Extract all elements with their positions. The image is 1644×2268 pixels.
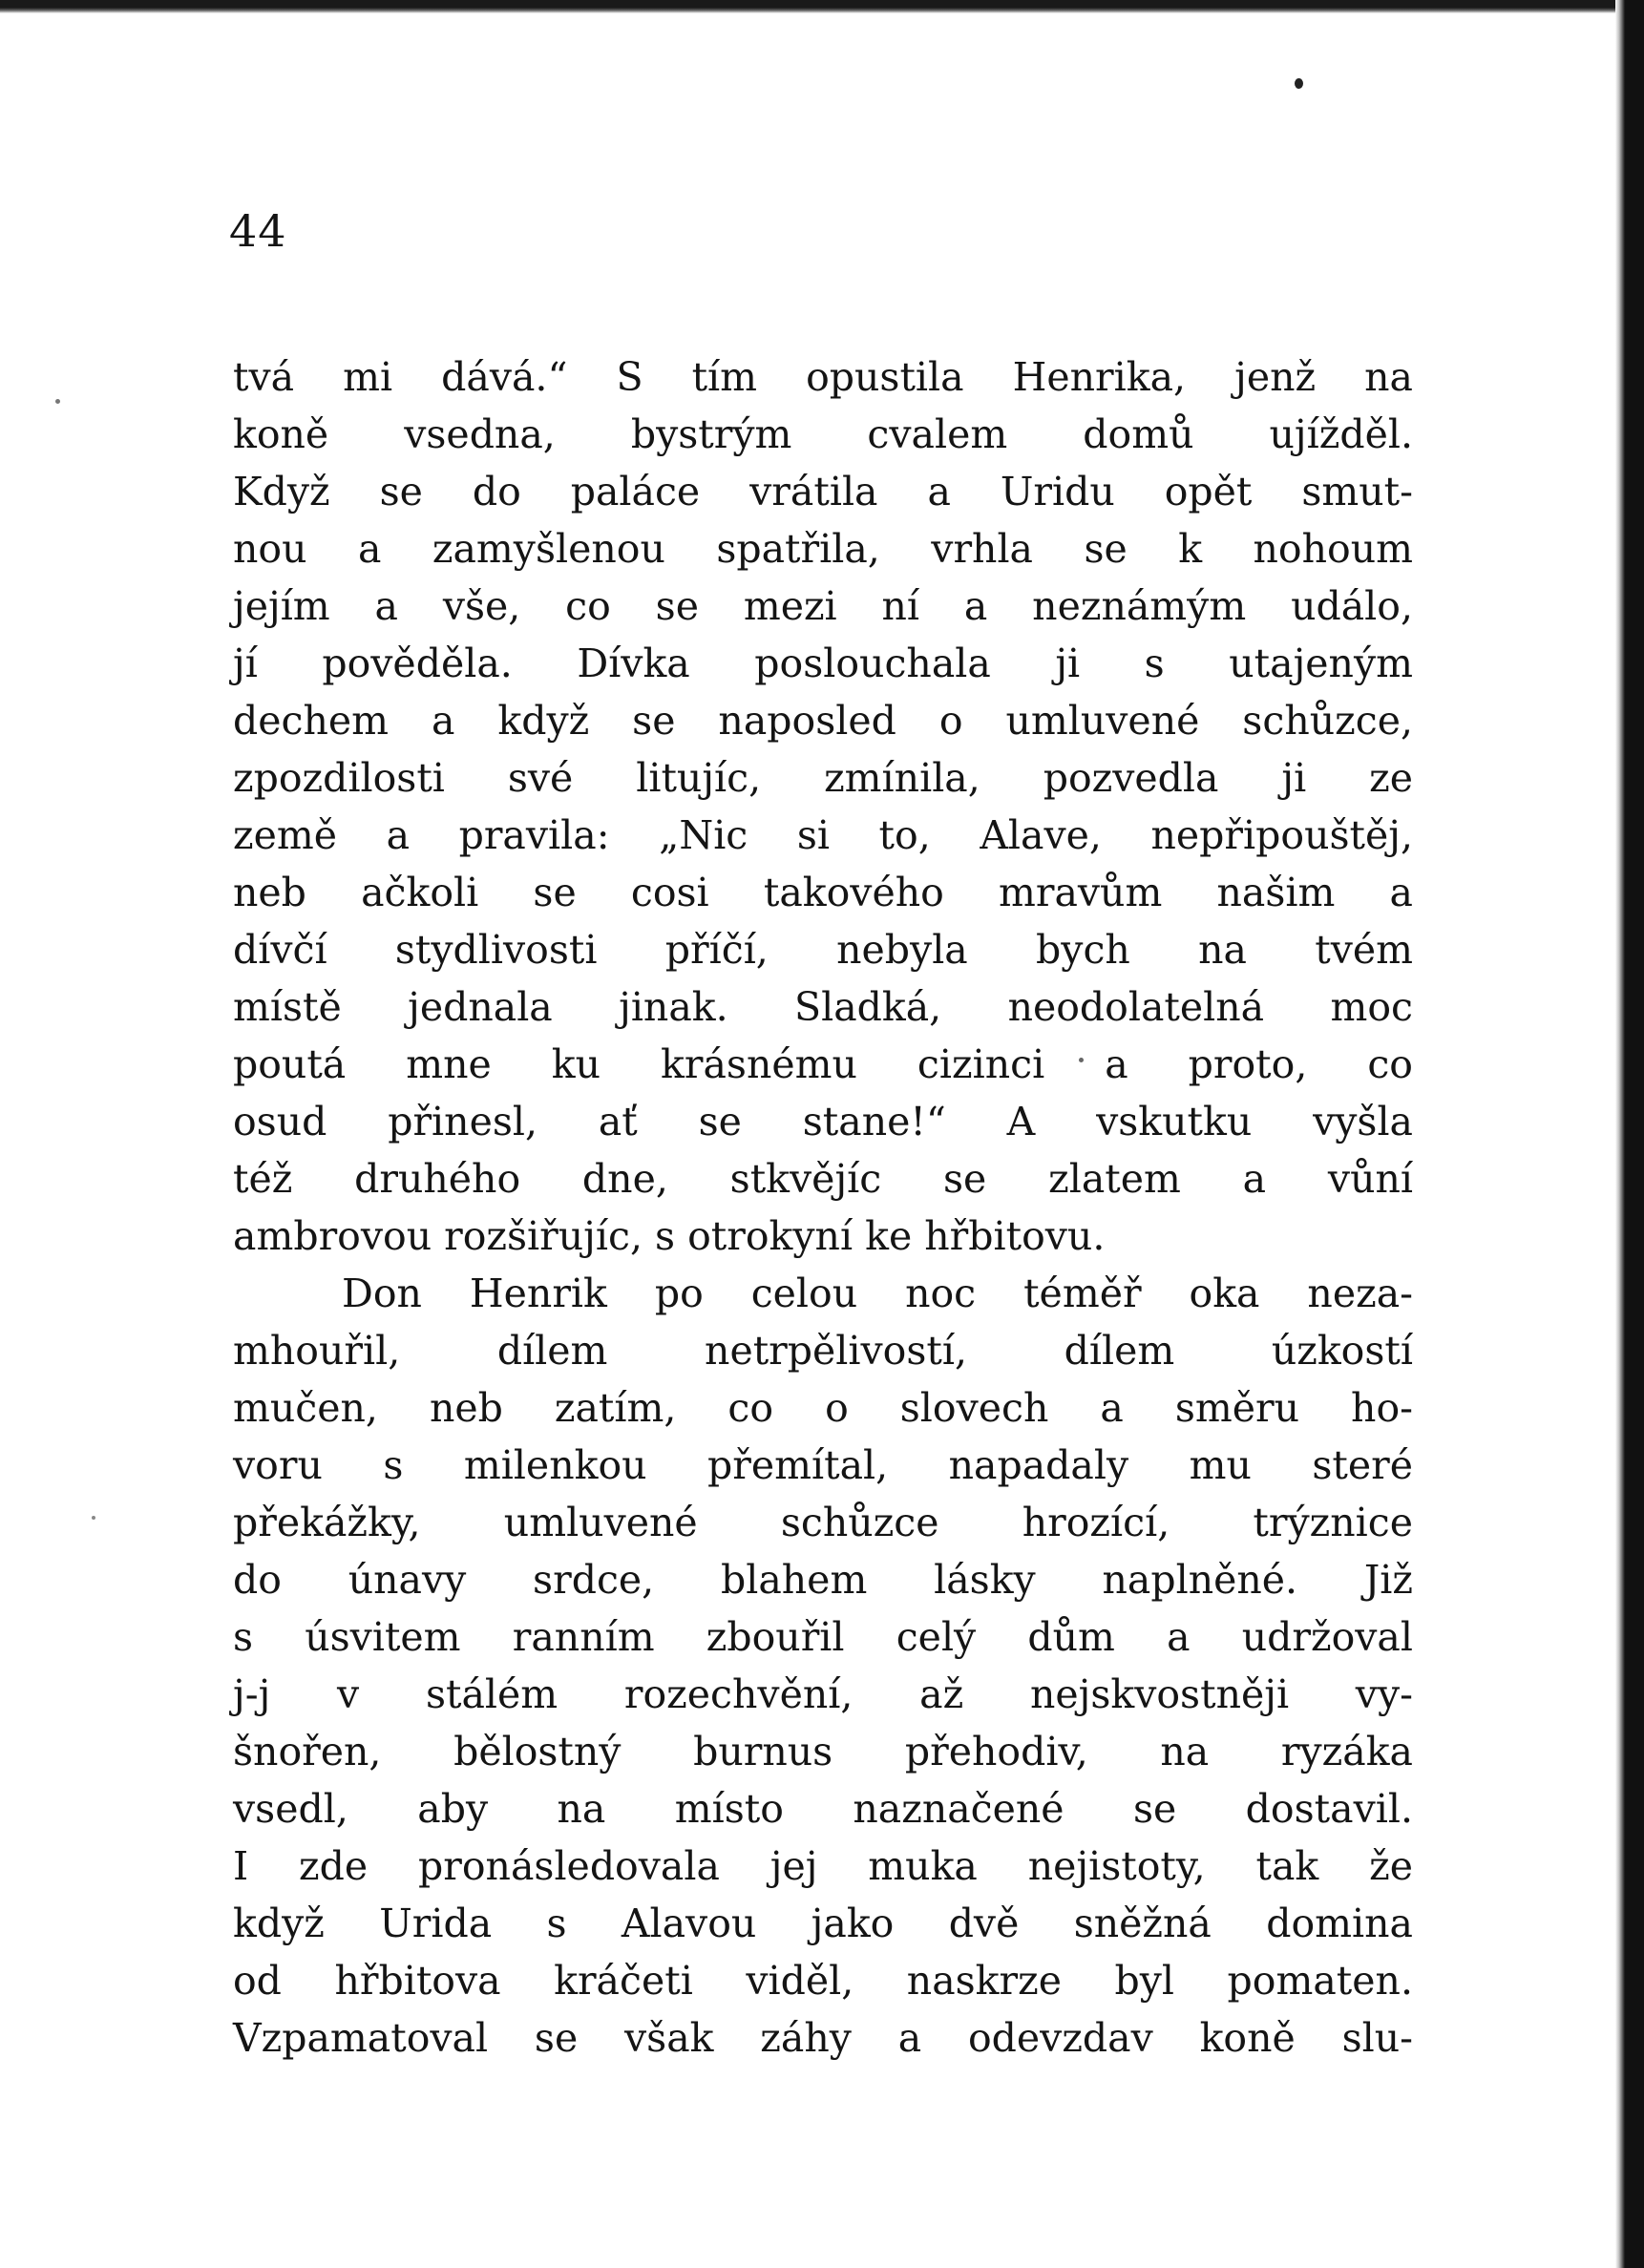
text-line: j-j v stálém rozechvění, až nejskvostněji vy- bbox=[233, 1671, 1413, 1717]
text-line: zpozdilosti své litujíc, zmínila, pozvedla ji ze bbox=[233, 755, 1413, 801]
text-line: jejím a vše, co se mezi ní a neznámým událo, bbox=[233, 583, 1413, 629]
text-line: tvá mi dává.“ S tím opustila Henrika, jenž na bbox=[233, 354, 1413, 400]
text-line: mhouřil, dílem netrpělivostí, dílem úzkostí bbox=[233, 1328, 1413, 1374]
text-line: voru s milenkou přemítal, napadaly mu steré bbox=[233, 1442, 1413, 1488]
text-line: jí pověděla. Dívka poslouchala ji s utajeným bbox=[233, 640, 1413, 686]
text-line: nou a zamyšlenou spatřila, vrhla se k nohoum bbox=[233, 526, 1413, 572]
text-line: I zde pronásledovala jej muka nejistoty, tak že bbox=[233, 1843, 1413, 1889]
text-line: též druhého dne, stkvějíc se zlatem a vůní bbox=[233, 1156, 1413, 1202]
text-line: ambrovou rozšiřujíc, s otrokyní ke hřbitovu. bbox=[233, 1213, 1106, 1259]
text-line: Když se do paláce vrátila a Uridu opět smut- bbox=[233, 469, 1413, 514]
text-line: Vzpamatoval se však záhy a odevzdav koně slu- bbox=[233, 2015, 1413, 2061]
text-line: šnořen, bělostný burnus přehodiv, na ryzáka bbox=[233, 1729, 1413, 1774]
body-text bbox=[233, 348, 1413, 2067]
text-line: místě jednala jinak. Sladká, neodolatelná moc bbox=[233, 984, 1413, 1030]
text-line: když Urida s Alavou jako dvě sněžná domina bbox=[233, 1900, 1413, 1946]
text-line: Don Henrik po celou noc téměř oka neza- bbox=[342, 1270, 1413, 1316]
scan-speck bbox=[92, 1516, 95, 1520]
page-number: 44 bbox=[229, 205, 287, 257]
text-line: od hřbitova kráčeti viděl, naskrze byl pomaten. bbox=[233, 1958, 1413, 2004]
scan-speck bbox=[1295, 78, 1303, 89]
text-line: osud přinesl, ať se stane!“ A vskutku vyšla bbox=[233, 1099, 1413, 1144]
text-line: s úsvitem ranním zbouřil celý dům a udržoval bbox=[233, 1614, 1413, 1660]
text-line: neb ačkoli se cosi takového mravům našim a bbox=[233, 870, 1413, 915]
scan-right-edge bbox=[1615, 0, 1644, 2268]
scan-top-edge bbox=[0, 0, 1644, 13]
text-line: koně vsedna, bystrým cvalem domů ujížděl. bbox=[233, 411, 1413, 457]
text-line: překážky, umluvené schůzce hrozící, trýznice bbox=[233, 1500, 1413, 1545]
text-line: do únavy srdce, blahem lásky naplněné. Již bbox=[233, 1557, 1413, 1603]
text-line: země a pravila: „Nic si to, Alave, nepřipouštěj, bbox=[233, 812, 1413, 858]
text-line: poutá mne ku krásnému cizinci a proto, co bbox=[233, 1041, 1413, 1087]
text-line: dechem a když se naposled o umluvené schůzce, bbox=[233, 698, 1413, 744]
text-line: mučen, neb zatím, co o slovech a směru ho- bbox=[233, 1385, 1413, 1431]
text-line: dívčí stydlivosti příčí, nebyla bych na tvém bbox=[233, 927, 1413, 973]
scan-speck bbox=[55, 399, 60, 404]
text-line: vsedl, aby na místo naznačené se dostavil. bbox=[233, 1786, 1413, 1832]
